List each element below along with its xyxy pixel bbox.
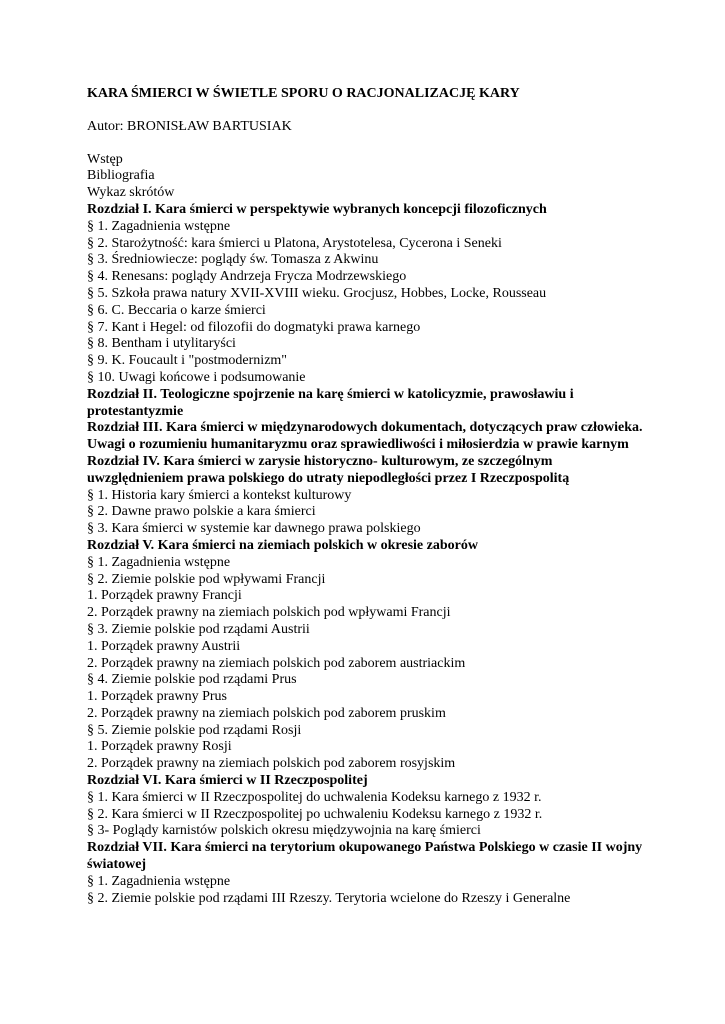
- toc-entry: 2. Porządek prawny na ziemiach polskich pod zaborem austriackim: [87, 655, 466, 671]
- toc-chapter-heading: Rozdział III. Kara śmierci w międzynarodowych dokumentach, dotyczących praw człowieka. Uwagi o rozumieniu humanitaryzmu oraz sprawiedliwości i miłosierdzia w prawie karnym: [87, 420, 643, 453]
- toc-chapter-heading: Rozdział IV. Kara śmierci w zarysie historyczno- kulturowym, ze szczególnym uwzględnieniem prawa polskiego do utraty niepodległości przez I Rzeczpospolitą: [87, 453, 570, 486]
- toc-chapter-heading: Rozdział VI. Kara śmierci w II Rzeczpospolitej: [87, 773, 368, 789]
- toc-chapter-heading: Rozdział I. Kara śmierci w perspektywie wybranych koncepcji filozoficznych: [87, 201, 547, 217]
- toc-chapter-heading: Rozdział V. Kara śmierci na ziemiach polskich w okresie zaborów: [87, 537, 478, 553]
- toc-entry: § 3. Średniowiecze: poglądy św. Tomasza z Akwinu: [87, 252, 379, 268]
- toc-entry: § 5. Ziemie polskie pod rządami Rosji: [87, 722, 302, 738]
- toc-entry: Bibliografia: [87, 168, 155, 184]
- toc-entry: § 2. Ziemie polskie pod rządami III Rzeszy. Terytoria wcielone do Rzeszy i Generalne: [87, 890, 571, 906]
- toc-entry: § 2. Starożytność: kara śmierci u Platona, Arystotelesa, Cycerona i Seneki: [87, 235, 502, 251]
- toc-entry: § 10. Uwagi końcowe i podsumowanie: [87, 369, 306, 385]
- toc-chapter-heading: Rozdział VII. Kara śmierci na terytorium okupowanego Państwa Polskiego w czasie II wojny światowej: [87, 840, 643, 873]
- toc-entry: § 4. Renesans: poglądy Andrzeja Frycza Modrzewskiego: [87, 269, 407, 285]
- toc-entry: § 1. Zagadnienia wstępne: [87, 554, 231, 570]
- toc-entry: 2. Porządek prawny na ziemiach polskich pod zaborem pruskim: [87, 705, 446, 721]
- toc-entry: § 1. Zagadnienia wstępne: [87, 218, 231, 234]
- toc-entry: § 8. Bentham i utylitaryści: [87, 336, 236, 352]
- toc-entry: § 3. Ziemie polskie pod rządami Austrii: [87, 621, 310, 637]
- toc-entry: 2. Porządek prawny na ziemiach polskich pod zaborem rosyjskim: [87, 756, 456, 772]
- toc-entry: 2. Porządek prawny na ziemiach polskich pod wpływami Francji: [87, 605, 451, 621]
- toc-entry: § 3. Kara śmierci w systemie kar dawnego prawa polskiego: [87, 521, 421, 537]
- document-title: KARA ŚMIERCI W ŚWIETLE SPORU O RACJONALIZACJĘ KARY: [87, 86, 520, 101]
- toc-entry: Wykaz skrótów: [87, 185, 175, 201]
- toc-entry: § 7. Kant i Hegel: od filozofii do dogmatyki prawa karnego: [87, 319, 421, 335]
- toc-entry: § 2. Ziemie polskie pod wpływami Francji: [87, 571, 326, 587]
- author-line: Autor: BRONISŁAW BARTUSIAK: [87, 118, 292, 134]
- toc-entry: § 4. Ziemie polskie pod rządami Prus: [87, 672, 297, 688]
- toc-entry: § 1. Kara śmierci w II Rzeczpospolitej do uchwalenia Kodeksu karnego z 1932 r.: [87, 789, 542, 805]
- toc-entry: Wstęp: [87, 151, 123, 167]
- toc-entry: 1. Porządek prawny Francji: [87, 588, 242, 604]
- toc-entry: § 3- Poglądy karnistów polskich okresu międzywojnia na karę śmierci: [87, 823, 481, 839]
- toc-entry: 1. Porządek prawny Austrii: [87, 638, 241, 654]
- toc-entry: § 5. Szkoła prawa natury XVII-XVIII wieku. Grocjusz, Hobbes, Locke, Rousseau: [87, 285, 547, 301]
- table-of-contents: [87, 152, 647, 908]
- toc-entry: § 6. C. Beccaria o karze śmierci: [87, 302, 266, 318]
- toc-entry: § 2. Dawne prawo polskie a kara śmierci: [87, 504, 316, 520]
- toc-entry: § 1. Historia kary śmierci a kontekst kulturowy: [87, 487, 352, 503]
- document-page: [87, 86, 647, 907]
- toc-entry: § 2. Kara śmierci w II Rzeczpospolitej po uchwaleniu Kodeksu karnego z 1932 r.: [87, 806, 543, 822]
- toc-entry: 1. Porządek prawny Rosji: [87, 739, 232, 755]
- toc-entry: § 1. Zagadnienia wstępne: [87, 873, 231, 889]
- toc-entry: 1. Porządek prawny Prus: [87, 689, 227, 705]
- toc-chapter-heading: Rozdział II. Teologiczne spojrzenie na karę śmierci w katolicyzmie, prawosławiu i protestantyzmie: [87, 386, 574, 419]
- toc-entry: § 9. K. Foucault i "postmodernizm": [87, 353, 288, 369]
